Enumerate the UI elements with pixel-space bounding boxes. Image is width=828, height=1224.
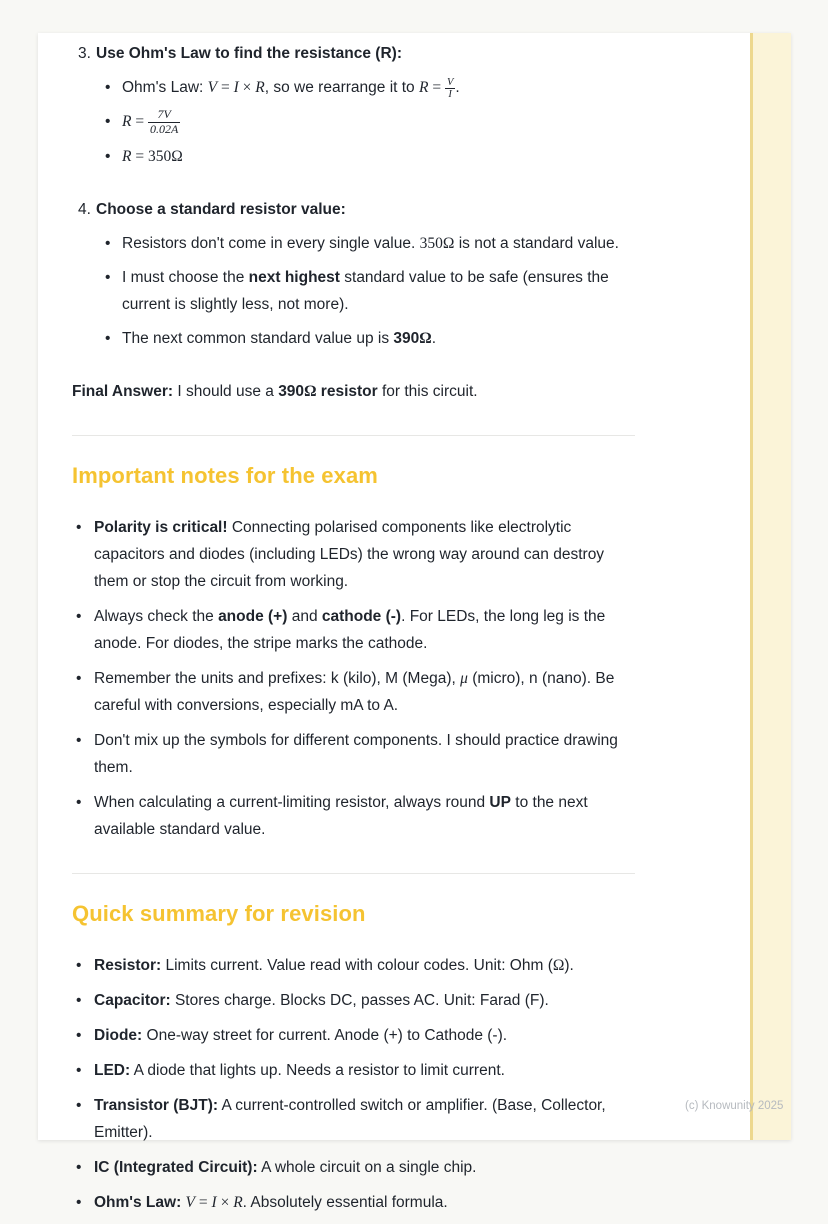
list-item <box>72 1154 635 1181</box>
numbered-item-3 <box>72 40 635 170</box>
list-item-text: Resistors don't come in every single value. 350Ω is not a standard value. <box>122 234 619 252</box>
item-number: 3. <box>78 45 91 62</box>
bullet-icon: • <box>76 793 82 811</box>
list-item <box>72 1022 635 1049</box>
item-4-bullet-list <box>72 230 635 352</box>
section-divider <box>72 873 635 874</box>
copyright-watermark: (c) Knowunity 2025 <box>685 1100 784 1112</box>
list-item-text: IC (Integrated Circuit): A whole circuit on a single chip. <box>94 1158 477 1176</box>
list-item-text: I must choose the next highest standard value to be safe (ensures the current is slightly less, not more). <box>122 268 609 313</box>
list-item <box>72 1092 635 1146</box>
list-item-text: Ohm's Law: V = I × R, so we rearrange it to R = $\frac{V}{I}$ . <box>122 76 460 101</box>
list-item-text: Remember the units and prefixes: k (kilo), M (Mega), μ (micro), n (nano). Be careful with conversions, especially mA to A. <box>94 669 615 714</box>
list-item-text: Capacitor: Stores charge. Blocks DC, passes AC. Unit: Farad (F). <box>94 991 549 1009</box>
list-item <box>72 74 635 101</box>
final-answer: Final Answer: I should use a 390Ω resistor for this circuit. <box>72 382 478 400</box>
bullet-icon: • <box>76 1158 82 1176</box>
list-item-text: Diode: One-way street for current. Anode (+) to Cathode (-). <box>94 1026 508 1044</box>
section-divider <box>72 435 635 436</box>
list-item <box>72 108 635 136</box>
list-item <box>72 603 635 657</box>
section-heading-important-notes: Important notes for the exam <box>72 462 378 488</box>
bullet-icon: • <box>105 113 111 130</box>
important-notes-list <box>72 514 635 843</box>
list-item-text: R = 350Ω <box>122 147 183 165</box>
bullet-icon: • <box>76 1193 82 1211</box>
item-number: 4. <box>78 200 91 218</box>
list-item-text: R = $\frac{7V}{0.02A}$ <box>122 107 179 136</box>
bullet-icon: • <box>76 1061 82 1079</box>
bullet-icon: • <box>105 79 111 96</box>
list-item <box>72 1189 635 1216</box>
list-item-text: The next common standard value up is 390Ω. <box>122 329 437 347</box>
quick-summary-list <box>72 952 635 1216</box>
bullet-icon: • <box>105 268 111 286</box>
list-item <box>72 727 635 781</box>
list-item <box>72 514 635 595</box>
numbered-item-4 <box>72 196 635 352</box>
bullet-icon: • <box>76 607 82 625</box>
bullet-icon: • <box>105 147 111 165</box>
list-item <box>72 143 635 170</box>
bullet-icon: • <box>76 1026 82 1044</box>
item-3-bullet-list <box>72 74 635 170</box>
document-content <box>72 40 635 1224</box>
list-item-text: Always check the anode (+) and cathode (-). For LEDs, the long leg is the anode. For diodes, the stripe marks the cathode. <box>94 607 606 652</box>
numbered-item-4-heading <box>72 196 635 223</box>
list-item <box>72 230 635 257</box>
list-item <box>72 952 635 979</box>
list-item-text: Don't mix up the symbols for different components. I should practice drawing them. <box>94 731 618 776</box>
list-item-text: Resistor: Limits current. Value read with colour codes. Unit: Ohm (Ω). <box>94 956 574 974</box>
list-item <box>72 325 635 352</box>
item-title: Use Ohm's Law to find the resistance (R): <box>96 45 402 62</box>
bullet-icon: • <box>76 991 82 1009</box>
bullet-icon: • <box>76 956 82 974</box>
list-item <box>72 1057 635 1084</box>
list-item-text: Polarity is critical! Connecting polarised components like electrolytic capacitors and diodes (including LEDs) the wrong way around can destroy them or stop the circuit from working. <box>94 518 605 590</box>
list-item <box>72 665 635 719</box>
list-item-text: When calculating a current-limiting resistor, always round UP to the next available standard value. <box>94 793 588 838</box>
bullet-icon: • <box>76 669 82 687</box>
bullet-icon: • <box>105 329 111 347</box>
bullet-icon: • <box>76 1096 82 1114</box>
document-page <box>38 33 791 1211</box>
numbered-item-3-heading <box>72 40 635 67</box>
list-item-text: Ohm's Law: V = I × R. Absolutely essential formula. <box>94 1193 448 1211</box>
bullet-icon: • <box>76 518 82 536</box>
list-item-text: LED: A diode that lights up. Needs a resistor to limit current. <box>94 1061 505 1079</box>
bullet-icon: • <box>105 234 111 252</box>
section-heading-quick-summary: Quick summary for revision <box>72 900 366 926</box>
bullet-icon: • <box>76 731 82 749</box>
page-edge-stripe <box>750 33 791 1140</box>
item-title: Choose a standard resistor value: <box>96 200 346 218</box>
list-item <box>72 789 635 843</box>
list-item <box>72 987 635 1014</box>
list-item-text: Transistor (BJT): A current-controlled switch or amplifier. (Base, Collector, Emitter). <box>94 1096 606 1141</box>
list-item <box>72 264 635 318</box>
